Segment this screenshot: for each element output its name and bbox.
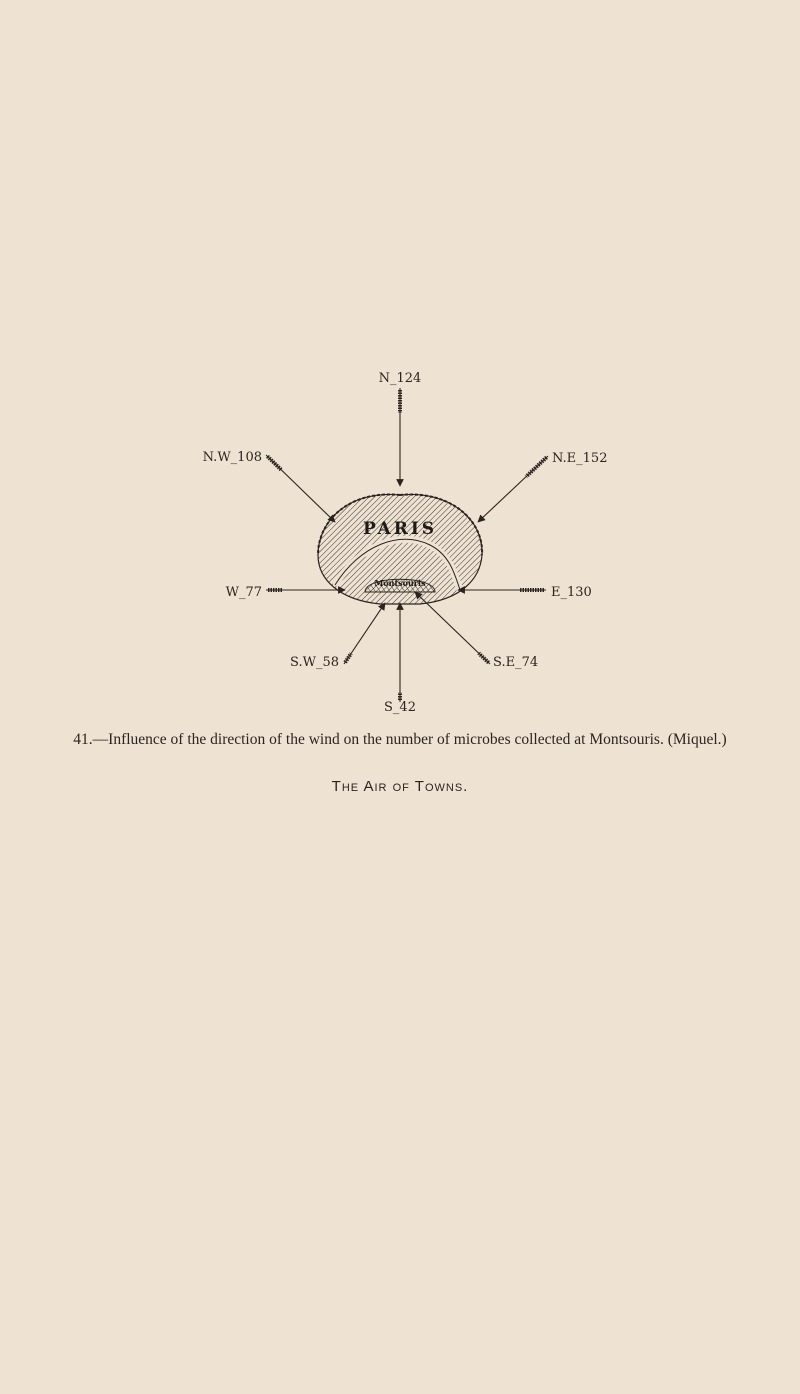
observatory-label: Montsouris — [374, 578, 426, 588]
city-label: PARIS — [362, 519, 438, 539]
wind-label-nw: N.W_108 — [202, 450, 262, 465]
wind-label-sw: S.W_58 — [290, 655, 339, 670]
wind-ray-sw — [344, 603, 385, 664]
wind-ray-nw — [266, 455, 335, 522]
wind-ray-ne — [478, 456, 548, 522]
running-head: The Air of Towns. — [331, 778, 469, 795]
wind-label-s: S_42 — [384, 700, 416, 715]
wind-label-ne: N.E_152 — [552, 451, 608, 466]
figure-caption: 41.—Influence of the direction of the wind on the number of microbes collected at Montsouris. (Miquel.) — [73, 731, 727, 748]
wind-label-se: S.E_74 — [493, 655, 539, 670]
wind-label-w: W_77 — [225, 585, 262, 600]
wind-label-n: N_124 — [378, 371, 422, 386]
wind-label-e: E_130 — [551, 585, 592, 600]
